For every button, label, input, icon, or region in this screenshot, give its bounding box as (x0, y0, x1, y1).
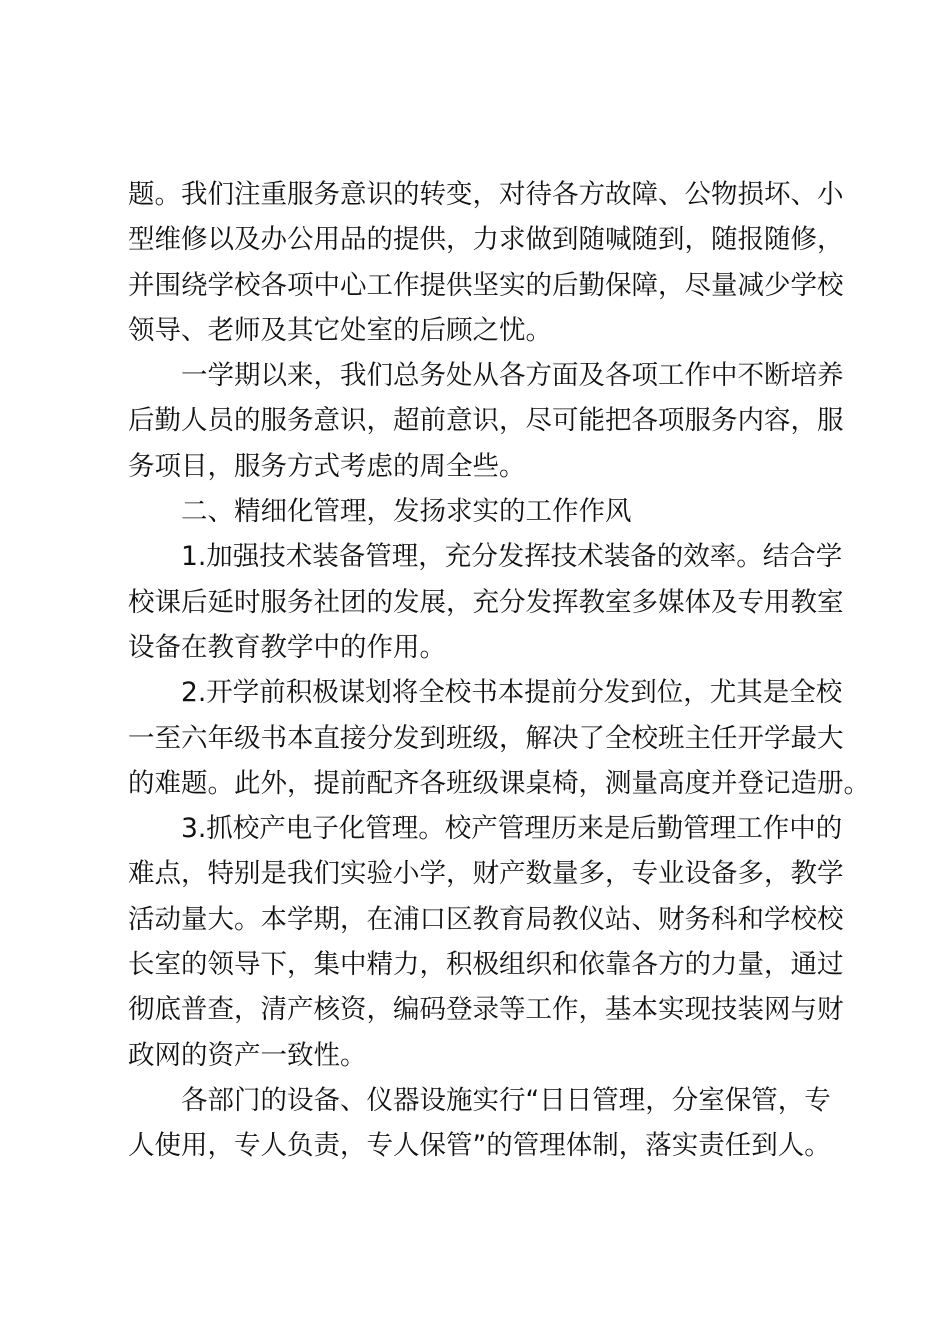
document-body (128, 172, 870, 1169)
section-heading-text: 二、精细化管理，发扬求实的工作作风 (181, 496, 632, 528)
text-line: 3.抓校产电子化管理。校产管理历来是后勤管理工作中的 (181, 813, 843, 845)
paragraph-department-equipment (128, 1078, 833, 1169)
text-line: 各部门的设备、仪器设施实行“日日管理，分室保管，专 (181, 1084, 831, 1116)
paragraph-item-1 (128, 534, 844, 670)
text-line: 一至六年级书本直接分发到班级，解决了全校班主任开学最大 (128, 722, 844, 754)
text-line: 活动量大。本学期，在浦口区教育局教仪站、财务科和学校校 (128, 903, 844, 935)
section-heading-2 (128, 489, 833, 534)
paragraph-item-2 (128, 670, 870, 806)
text-line: 彻底普查，清产核资，编码登录等工作，基本实现技装网与财 (128, 994, 844, 1026)
text-line: 政网的资产一致性。 (128, 1039, 367, 1071)
paragraph-service-awareness (128, 172, 844, 353)
text-line: 务项目，服务方式考虑的周全些。 (128, 450, 526, 482)
text-line: 型维修以及办公用品的提供，力求做到随喊随到，随报随修， (128, 224, 844, 256)
paragraph-semester-summary (128, 353, 844, 489)
text-line: 校课后延时服务社团的发展，充分发挥教室多媒体及专用教室 (128, 586, 844, 618)
text-line: 后勤人员的服务意识，超前意识，尽可能把各项服务内容，服 (128, 405, 844, 437)
text-line: 难点，特别是我们实验小学，财产数量多，专业设备多，教学 (128, 858, 844, 890)
paragraph-item-3 (128, 806, 844, 1078)
text-line: 的难题。此外，提前配齐各班级课桌椅，测量高度并登记造册。 (128, 767, 870, 799)
text-line: 2.开学前积极谋划将全校书本提前分发到位，尤其是全校 (181, 677, 843, 709)
text-line: 1.加强技术装备管理，充分发挥技术装备的效率。结合学 (181, 541, 843, 573)
text-line: 人使用，专人负责，专人保管”的管理体制，落实责任到人。 (128, 1130, 831, 1162)
text-line: 长室的领导下，集中精力，积极组织和依靠各方的力量，通过 (128, 949, 844, 981)
text-line: 一学期以来，我们总务处从各方面及各项工作中不断培养 (181, 360, 844, 392)
text-line: 并围绕学校各项中心工作提供坚实的后勤保障，尽量减少学校 (128, 269, 844, 301)
text-line: 领导、老师及其它处室的后顾之忧。 (128, 314, 552, 346)
text-line: 设备在教育教学中的作用。 (128, 631, 446, 663)
text-line: 题。我们注重服务意识的转变，对待各方故障、公物损坏、小 (128, 179, 844, 210)
